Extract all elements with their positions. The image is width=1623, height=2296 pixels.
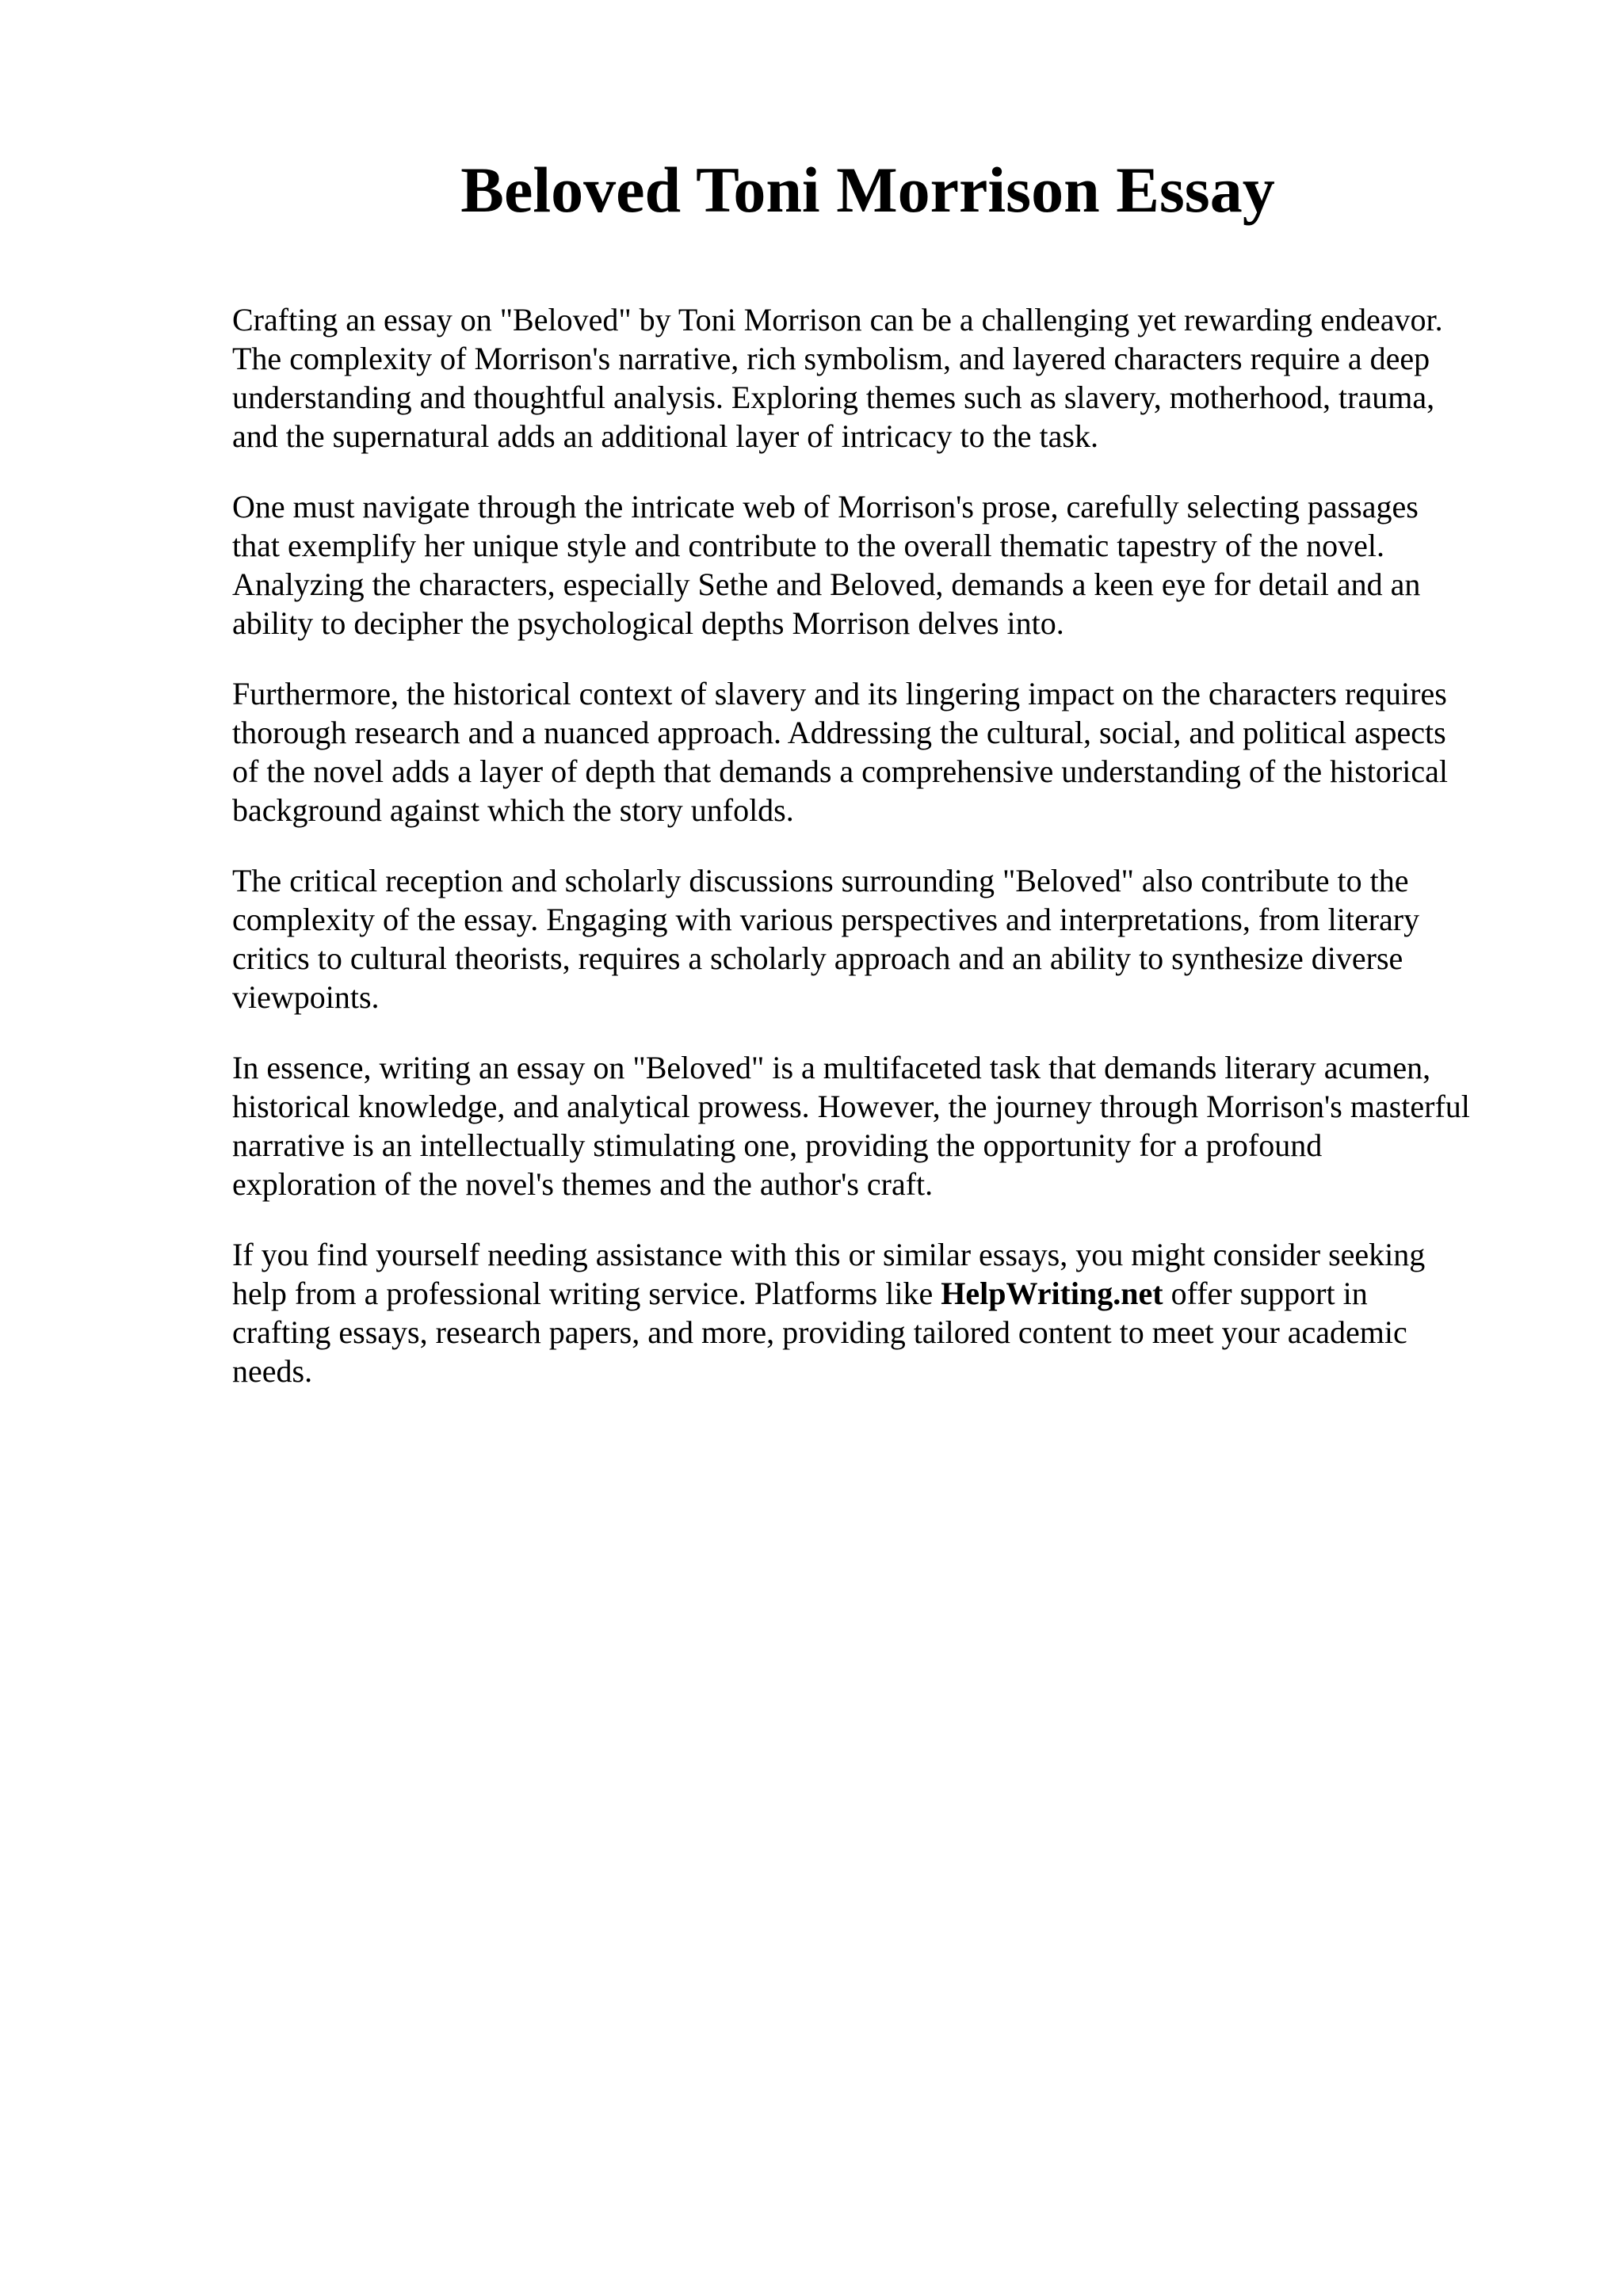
helpwriting-link[interactable]: HelpWriting.net xyxy=(941,1276,1163,1311)
paragraph-line: complexity of the essay. Engaging with various perspectives and interpretations, from literary xyxy=(232,902,1420,937)
paragraph-line: One must navigate through the intricate web of Morrison's prose, carefully selecting passages xyxy=(232,489,1419,524)
paragraph-4 xyxy=(232,861,1532,1016)
paragraph-2 xyxy=(232,487,1532,643)
paragraph-line: ability to decipher the psychological depths Morrison delves into. xyxy=(232,605,1064,641)
paragraph-line xyxy=(232,1274,1532,1313)
paragraph-line: understanding and thoughtful analysis. Exploring themes such as slavery, motherhood, trauma, xyxy=(232,379,1435,415)
essay-body xyxy=(232,300,1532,1422)
paragraph-line: In essence, writing an essay on "Beloved" is a multifaceted task that demands literary acumen, xyxy=(232,1050,1431,1085)
paragraph-line: crafting essays, research papers, and more, providing tailored content to meet your academic xyxy=(232,1314,1407,1350)
paragraph-3 xyxy=(232,674,1532,830)
paragraph-5 xyxy=(232,1048,1532,1203)
closing-text-before-link: help from a professional writing service. Platforms like xyxy=(232,1276,941,1311)
paragraph-line: If you find yourself needing assistance with this or similar essays, you might consider seeking xyxy=(232,1237,1426,1272)
paragraph-1 xyxy=(232,300,1532,456)
paragraph-line: needs. xyxy=(232,1353,313,1389)
paragraph-line: Furthermore, the historical context of slavery and its lingering impact on the characters requires xyxy=(232,676,1447,711)
paragraph-line: narrative is an intellectually stimulating one, providing the opportunity for a profound xyxy=(232,1127,1323,1163)
paragraph-line: The complexity of Morrison's narrative, rich symbolism, and layered characters require a deep xyxy=(232,341,1430,376)
paragraph-line: background against which the story unfolds. xyxy=(232,792,794,828)
paragraph-line: historical knowledge, and analytical prowess. However, the journey through Morrison's masterful xyxy=(232,1089,1470,1124)
paragraph-line: exploration of the novel's themes and the author's craft. xyxy=(232,1166,934,1202)
page-title: Beloved Toni Morrison Essay xyxy=(460,154,1275,226)
paragraph-line: The critical reception and scholarly discussions surrounding "Beloved" also contribute to the xyxy=(232,863,1409,898)
paragraph-line: critics to cultural theorists, requires a scholarly approach and an ability to synthesize diverse xyxy=(232,940,1403,976)
closing-text-after-link: offer support in xyxy=(1163,1276,1368,1311)
paragraph-line: that exemplify her unique style and contribute to the overall thematic tapestry of the novel. xyxy=(232,528,1384,563)
paragraph-line: thorough research and a nuanced approach. Addressing the cultural, social, and political aspects xyxy=(232,715,1446,750)
closing-paragraph xyxy=(232,1235,1532,1390)
paragraph-line: of the novel adds a layer of depth that demands a comprehensive understanding of the historical xyxy=(232,753,1448,789)
paragraph-line: Analyzing the characters, especially Sethe and Beloved, demands a keen eye for detail and an xyxy=(232,566,1421,602)
paragraph-line: viewpoints. xyxy=(232,979,380,1015)
paragraph-line: Crafting an essay on "Beloved" by Toni Morrison can be a challenging yet rewarding endeavor. xyxy=(232,302,1443,338)
paragraph-line: and the supernatural adds an additional layer of intricacy to the task. xyxy=(232,418,1098,454)
